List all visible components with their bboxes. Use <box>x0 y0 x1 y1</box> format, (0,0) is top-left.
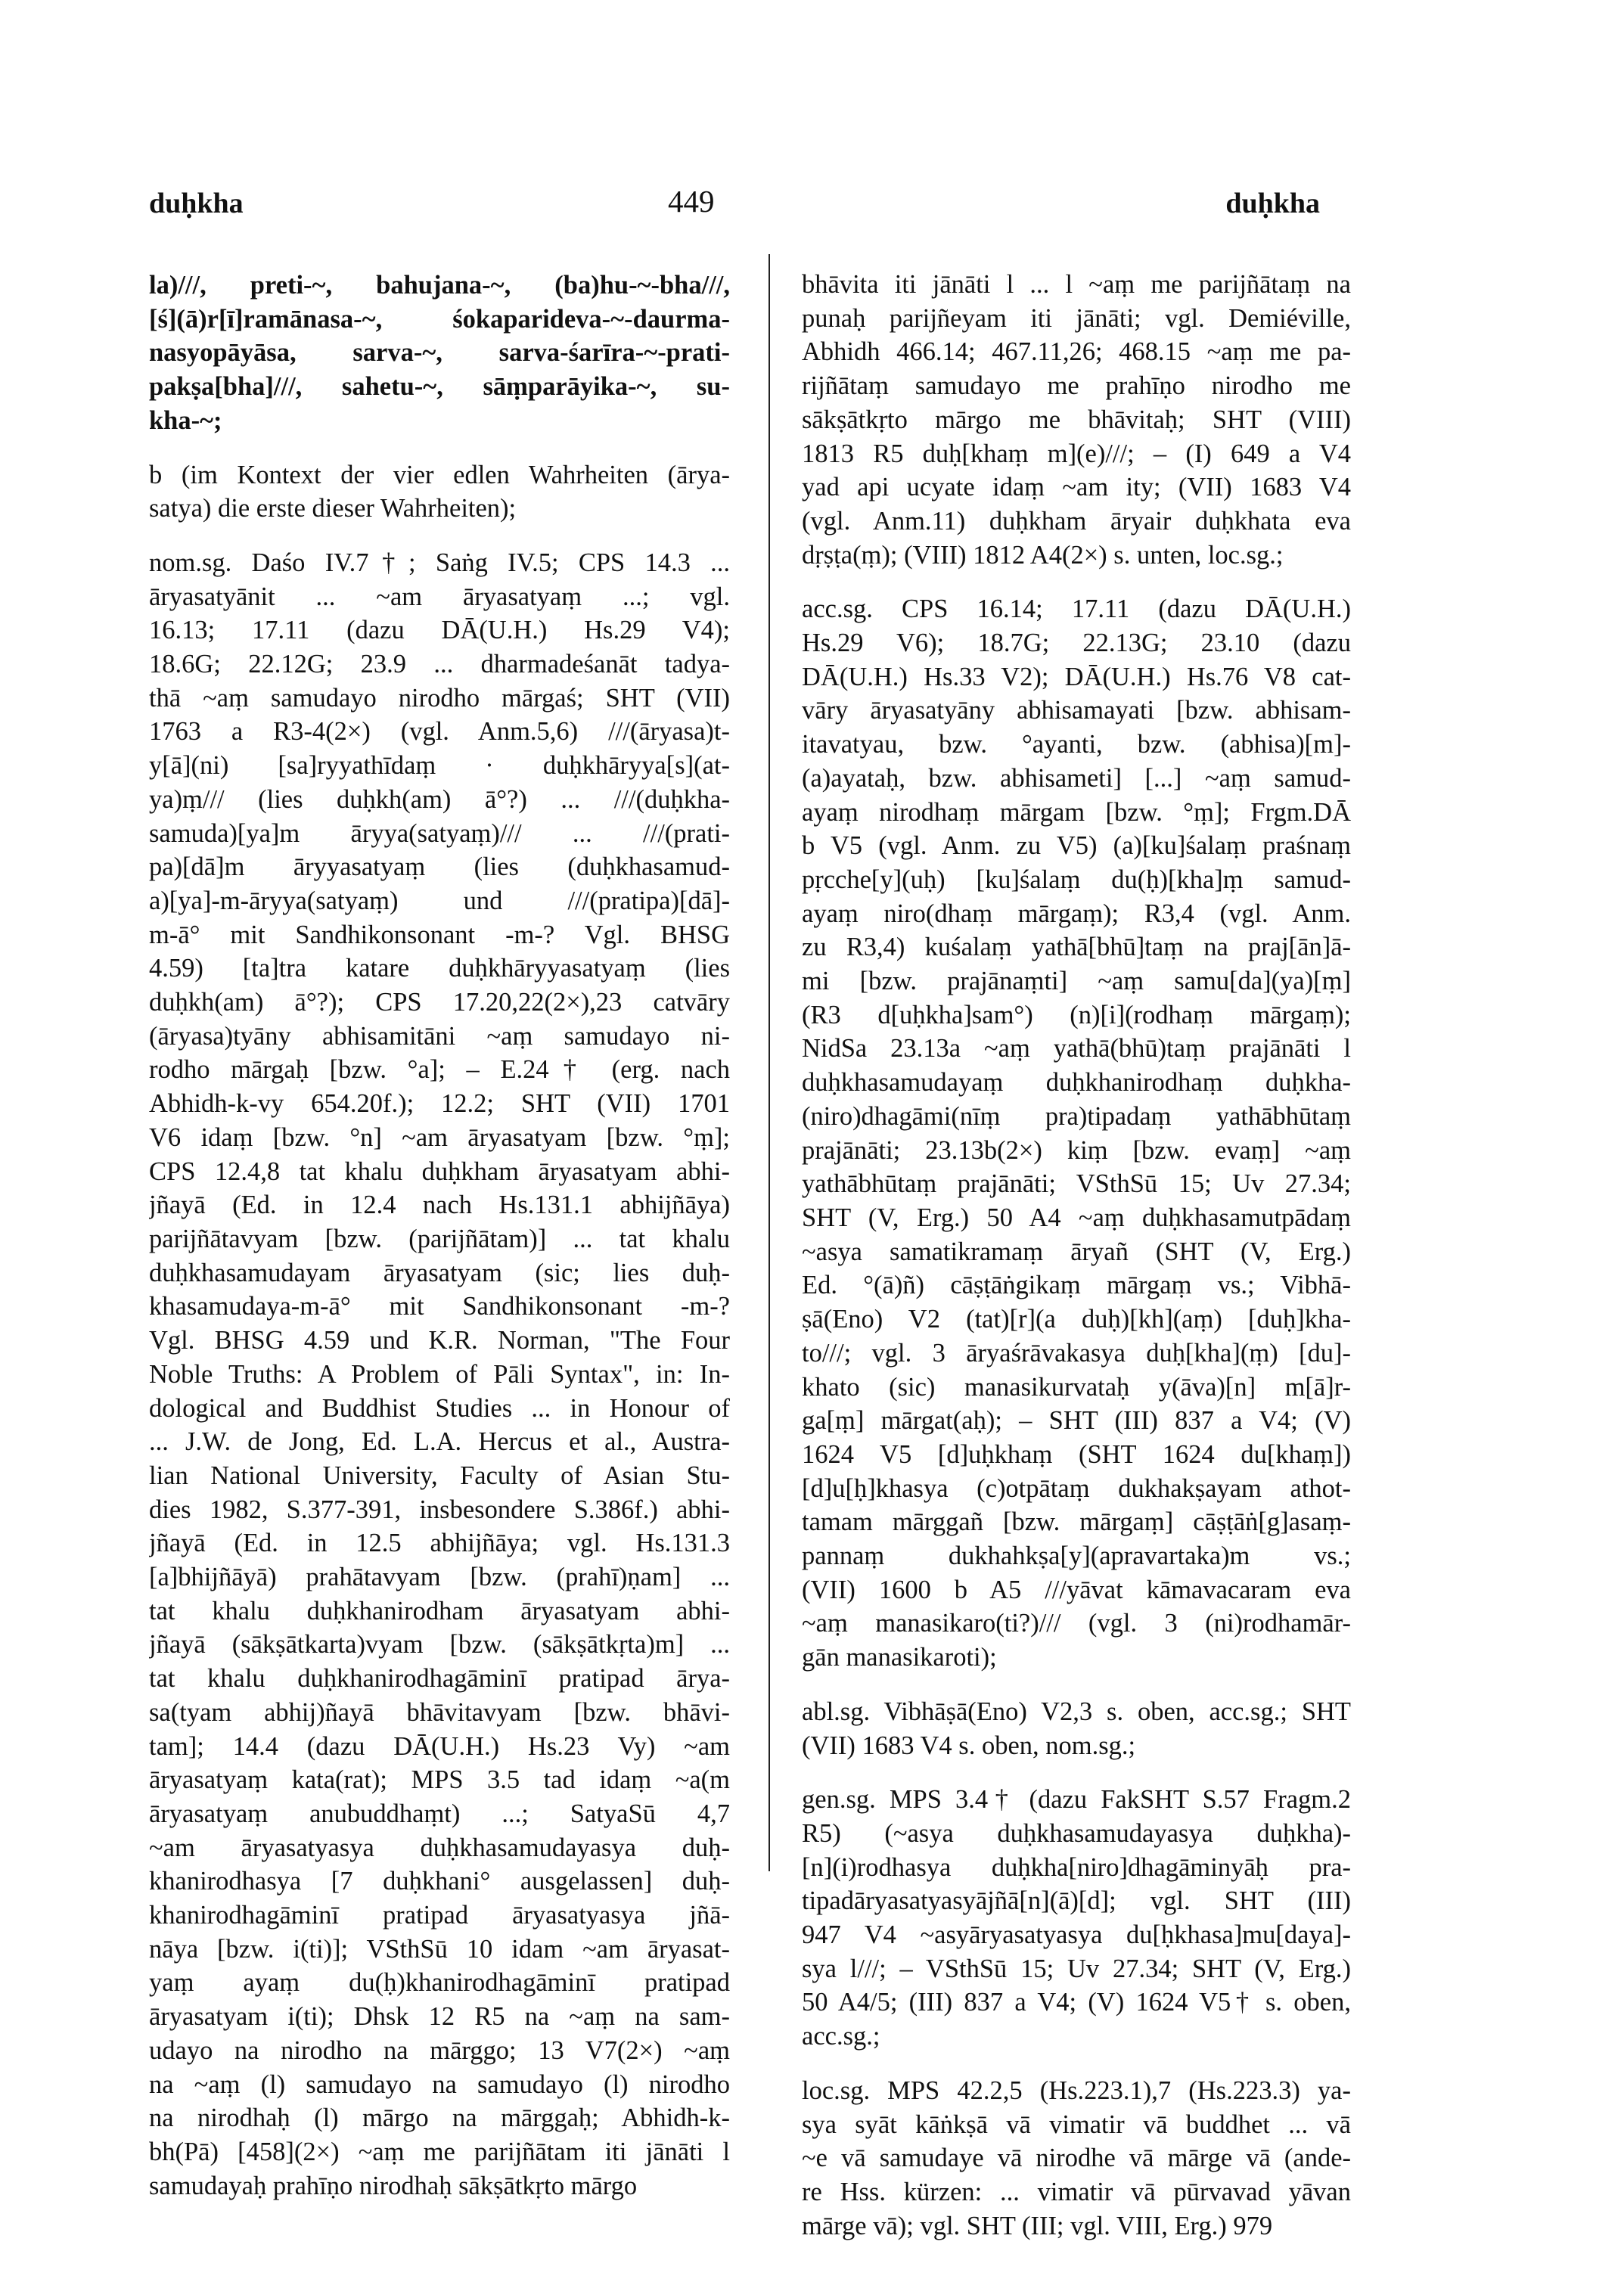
text-line: [d]u[ḥ]khasya (c)otpātaṃ dukhakṣayam athot- <box>802 1473 1351 1503</box>
text-line: sākṣātkṛto mārgo me bhāvitaḥ; SHT (VIII) <box>802 405 1351 434</box>
right-column <box>769 254 1351 2240</box>
text-line: āryasatyam i(ti); Dhsk 12 R5 na ~aṃ na sam- <box>149 2002 730 2032</box>
text-line: tat khalu duḥkhanirodhagāminī pratipad ārya- <box>149 1664 730 1694</box>
text-line: ~asya samatikramaṃ āryañ (SHT (V, Erg.) <box>802 1237 1351 1266</box>
text-line: Hs.29 V6); 18.7G; 22.13G; 23.10 (dazu <box>802 629 1351 658</box>
text-line: tat khalu duḥkhanirodham āryasatyam abhi- <box>149 1596 730 1625</box>
text-line: jñayā (Ed. in 12.5 abhijñāya; vgl. Hs.131.3 <box>149 1529 730 1558</box>
text-line: Noble Truths: A Problem of Pāli Syntax", in: In- <box>149 1359 730 1389</box>
text-line: dies 1982, S.377-391, insbesondere S.386f.) abhi- <box>149 1495 730 1524</box>
text-line: udayo na nirodho na mārggo; 13 V7(2×) ~aṃ <box>149 2035 730 2065</box>
text-line: pannaṃ dukhahkṣa[y](apravartaka)m vs.; <box>802 1542 1351 1571</box>
entry-paragraph <box>802 268 1351 572</box>
text-line: khanirodhasya [7 duḥkhani° ausgelassen] duḥ- <box>149 1867 730 1896</box>
text-line: sa(tyam abhij)ñayā bhāvitavyam [bzw. bhāvi- <box>149 1697 730 1727</box>
text-line: ~am āryasatyasya duḥkhasamudayasya duḥ- <box>149 1833 730 1862</box>
text-line: tam]; 14.4 (dazu DĀ(U.H.) Hs.23 Vy) ~am <box>149 1731 730 1761</box>
text-line: SHT (V, Erg.) 50 A4 ~aṃ duḥkhasamutpādaṃ <box>802 1203 1351 1232</box>
text-line: nasyopāyāsa, sarva-~, sarva-śarīra-~-prati- <box>149 338 730 368</box>
text-line: Ed. °(ā)ñ) cāṣṭāṅgikaṃ mārgaṃ vs.; Vibhā- <box>802 1271 1351 1300</box>
text-line: [a]bhijñāyā) prahātavyam [bzw. (prahī)ṇam] ... <box>149 1563 730 1592</box>
text-line: la)///, preti-~, bahujana-~, (ba)hu-~-bha///, <box>149 271 730 300</box>
text-line: 4.59) [ta]tra katare duḥkhāryyasatyaṃ (lies <box>149 954 730 983</box>
text-line: (vgl. Anm.11) duḥkham āryair duḥkhata eva <box>802 506 1351 536</box>
text-line: b V5 (vgl. Anm. zu V5) (a)[ku]śalaṃ praśnaṃ <box>802 831 1351 861</box>
text-line: mi [bzw. prajānaṃti] ~aṃ samu[da](ya)[ṃ] <box>802 967 1351 996</box>
entry-paragraph <box>802 592 1351 1675</box>
text-line: R5) (~asya duḥkhasamudayasya duḥkha)- <box>802 1818 1351 1848</box>
text-line: satya) die erste dieser Wahrheiten); <box>149 494 517 523</box>
text-line: duḥkhasamudayam āryasatyam (sic; lies duḥ- <box>149 1258 730 1287</box>
text-line: ya)ṃ/// (lies duḥkh(am) ā°?) ... ///(duḥkha- <box>149 784 730 814</box>
text-line: khasamudaya-m-ā° mit Sandhikonsonant -m-? <box>149 1292 730 1321</box>
text-line: ayaṃ niro(dhaṃ mārgaṃ); R3,4 (vgl. Anm. <box>802 899 1351 928</box>
text-line: pṛcche[y](uḥ) [ku]śalaṃ du(ḥ)[kha]ṃ samud- <box>802 865 1351 894</box>
text-line: mārge vā); vgl. SHT (III; vgl. VIII, Erg.) 979 <box>802 2211 1273 2240</box>
left-column <box>149 269 730 2223</box>
text-line: (a)ayataḥ, bzw. abhisameti] [...] ~aṃ samud- <box>802 763 1351 793</box>
text-line: gān manasikaroti); <box>802 1643 997 1672</box>
text-line: Abhidh 466.14; 467.11,26; 468.15 ~aṃ me pa- <box>802 337 1351 367</box>
text-line: samuda)[ya]m āryya(satyaṃ)/// ... ///(prati- <box>149 818 730 848</box>
text-line: [ś](ā)r[ī]ramānasa-~, śokaparideva-~-daurma- <box>149 304 730 334</box>
text-line: āryasatyaṃ anubuddhaṃt) ...; SatyaSū 4,7 <box>149 1799 730 1828</box>
text-line: DĀ(U.H.) Hs.33 V2); DĀ(U.H.) Hs.76 V8 cat- <box>802 662 1351 691</box>
text-line: Vgl. BHSG 4.59 und K.R. Norman, "The Four <box>149 1326 730 1355</box>
text-line: khanirodhagāminī pratipad āryasatyasya jñā- <box>149 1901 730 1930</box>
text-line: ... J.W. de Jong, Ed. L.A. Hercus et al., Austra- <box>149 1427 730 1457</box>
text-line: rijñātaṃ samudayo me prahīṇo nirodho me <box>802 371 1351 401</box>
entry-paragraph <box>802 1783 1351 2054</box>
text-line: re Hss. kürzen: ... vimatir vā pūrvavad yāvan <box>802 2177 1351 2206</box>
text-line: [n](i)rodhasya duḥkha[niro]dhagāminyāḥ pra- <box>802 1852 1351 1882</box>
text-line: ~e vā samudaye vā nirodhe vā mārge vā (ande- <box>802 2144 1351 2173</box>
text-line: gen.sg. MPS 3.4† (dazu FakSHT S.57 Fragm.2 <box>802 1785 1351 1815</box>
entry-paragraph <box>802 1695 1351 1762</box>
text-line: y[ā](ni) [sa]ryyathīdaṃ · duḥkhāryya[s](at- <box>149 751 730 781</box>
text-line: 1813 R5 duḥ[khaṃ m](e)///; – (I) 649 a V4 <box>802 439 1351 468</box>
text-line: yaṃ ayaṃ du(ḥ)khanirodhagāminī pratipad <box>149 1968 730 1998</box>
running-head-right: duḥkha <box>1225 188 1320 219</box>
text-line: 18.6G; 22.12G; 23.9 ... dharmadeśanāt tadya- <box>149 650 730 679</box>
text-line: itavatyau, bzw. °ayanti, bzw. (abhisa)[m]- <box>802 730 1351 759</box>
text-line: bh(Pā) [458](2×) ~aṃ me parijñātam iti jānāti l <box>149 2137 730 2166</box>
text-line: pakṣa[bha]///, sahetu-~, sāṃparāyika-~, su- <box>149 372 730 402</box>
text-line: kha-~; <box>149 405 222 435</box>
entry-paragraph <box>149 546 730 2203</box>
text-line: ga[ṃ] mārgat(aḥ); – SHT (III) 837 a V4; (V) <box>802 1406 1351 1436</box>
text-line: prajānāti; 23.13b(2×) kiṃ [bzw. evaṃ] ~aṃ <box>802 1135 1351 1165</box>
text-line: (niro)dhagāmi(nīṃ pra)tipadaṃ yathābhūtaṃ <box>802 1101 1351 1131</box>
text-line: ayaṃ nirodhaṃ mārgam [bzw. °ṃ]; Frgm.DĀ <box>802 797 1351 827</box>
text-line: dological and Buddhist Studies ... in Honour of <box>149 1393 730 1423</box>
text-line: NidSa 23.13a ~aṃ yathā(bhū)taṃ prajānāti l <box>802 1034 1351 1063</box>
text-line: a)[ya]-m-āryya(satyaṃ) und ///(pratipa)[dā]- <box>149 886 730 915</box>
text-line: āryasatyānit ... ~am āryasatyaṃ ...; vgl. <box>149 582 730 611</box>
text-line: duḥkh(am) ā°?); CPS 17.20,22(2×),23 catvāry <box>149 988 730 1017</box>
text-line: Abhidh-k-vy 654.20f.); 12.2; SHT (VII) 1701 <box>149 1089 730 1119</box>
text-line: sya l///; – VSthSū 15; Uv 27.34; SHT (V, Erg.) <box>802 1954 1351 1983</box>
text-line: na ~aṃ (l) samudayo na samudayo (l) nirodho <box>149 2069 730 2099</box>
text-line: m-ā° mit Sandhikonsonant -m-? Vgl. BHSG <box>149 920 730 949</box>
text-line: tipadāryasatyasyājñā[n](ā)[d]; vgl. SHT (III) <box>802 1886 1351 1916</box>
text-line: jñayā (Ed. in 12.4 nach Hs.131.1 abhijñāya) <box>149 1191 730 1220</box>
text-line: āryasatyaṃ kata(rat); MPS 3.5 tad idaṃ ~a(m <box>149 1765 730 1795</box>
text-line: 947 V4 ~asyāryasatyasya du[ḥkhasa]mu[daya]- <box>802 1920 1351 1950</box>
text-line: 16.13; 17.11 (dazu DĀ(U.H.) Hs.29 V4); <box>149 616 730 645</box>
text-line: (R3 d[uḥkha]sam°) (n)[i](rodhaṃ mārgaṃ); <box>802 1000 1351 1029</box>
text-line: rodho mārgaḥ [bzw. °a]; – E.24† (erg. nach <box>149 1055 730 1085</box>
text-line: khato (sic) manasikurvataḥ y(āva)[n] m[ā]r- <box>802 1372 1351 1402</box>
text-line: acc.sg. CPS 16.14; 17.11 (dazu DĀ(U.H.) <box>802 595 1351 624</box>
text-line: punaḥ parijñeyam iti jānāti; vgl. Demiéville, <box>802 303 1351 333</box>
text-line: zu R3,4) kuśalaṃ yathā[bhū]taṃ na praj[ān]ā- <box>802 933 1351 962</box>
entry-paragraph <box>802 2074 1351 2243</box>
text-line: (VII) 1600 b A5 ///yāvat kāmavacaram eva <box>802 1575 1351 1604</box>
text-line: yad api ucyate idaṃ ~am ity; (VII) 1683 V4 <box>802 473 1351 502</box>
text-line: bhāvita iti jānāti l ... l ~aṃ me parijñātaṃ na <box>802 270 1351 299</box>
text-line: nom.sg. Daśo IV.7†; Saṅg IV.5; CPS 14.3 ... <box>149 548 730 577</box>
entry-paragraph <box>149 269 730 438</box>
text-line: pa)[dā]m āryyasatyaṃ (lies (duḥkhasamud- <box>149 852 730 882</box>
text-line: 1763 a R3-4(2×) (vgl. Anm.5,6) ///(āryasa)t- <box>149 717 730 747</box>
text-line: vāry āryasatyāny abhisamayati [bzw. abhisam- <box>802 696 1351 725</box>
text-line: parijñātavyam [bzw. (parijñātam)] ... tat khalu <box>149 1224 730 1253</box>
text-line: tamam mārggañ [bzw. mārgaṃ] cāṣṭāṅ[g]asaṃ- <box>802 1507 1351 1537</box>
text-line: to///; vgl. 3 āryaśrāvakasya duḥ[kha](ṃ) [du]- <box>802 1338 1351 1368</box>
text-line: V6 idaṃ [bzw. °n] ~am āryasatyam [bzw. °ṃ]; <box>149 1122 730 1152</box>
text-line: b (im Kontext der vier edlen Wahrheiten (ārya- <box>149 460 730 489</box>
text-line: dṛṣṭa(ṃ); (VIII) 1812 A4(2×) s. unten, loc.sg.; <box>802 540 1284 570</box>
text-line: yathābhūtaṃ prajānāti; VSthSū 15; Uv 27.34; <box>802 1169 1351 1199</box>
text-line: CPS 12.4,8 tat khalu duḥkham āryasatyam abhi- <box>149 1157 730 1186</box>
text-line: ~aṃ manasikaro(ti?)/// (vgl. 3 (ni)rodhamār- <box>802 1609 1351 1638</box>
text-line: 1624 V5 [d]uḥkhaṃ (SHT 1624 du[khaṃ]) <box>802 1439 1351 1469</box>
text-line: samudayaḥ prahīṇo nirodhaḥ sākṣātkṛto mārgo <box>149 2171 638 2200</box>
text-line: nāya [bzw. i(ti)]; VSthSū 10 idam ~am āryasat- <box>149 1934 730 1964</box>
text-line: jñayā (sākṣātkarta)vyam [bzw. (sākṣātkṛta)m] ... <box>149 1630 730 1659</box>
text-line: abl.sg. Vibhāṣā(Eno) V2,3 s. oben, acc.sg.; SHT <box>802 1697 1351 1726</box>
text-line: duḥkhasamudayaṃ duḥkhanirodhaṃ duḥkha- <box>802 1068 1351 1098</box>
text-line: sya syāt kāṅkṣā vā vimatir vā buddhet ... vā <box>802 2110 1351 2139</box>
entry-paragraph <box>149 458 730 526</box>
text-line: na nirodhaḥ (l) mārgo na mārggaḥ; Abhidh-k- <box>149 2103 730 2133</box>
text-line: loc.sg. MPS 42.2,5 (Hs.223.1),7 (Hs.223.3) ya- <box>802 2076 1351 2105</box>
text-line: 50 A4/5; (III) 837 a V4; (V) 1624 V5† s. oben, <box>802 1988 1351 2017</box>
text-line: (VII) 1683 V4 s. oben, nom.sg.; <box>802 1731 1136 1760</box>
text-line: ṣā(Eno) V2 (tat)[r](a duḥ)[kh](aṃ) [duḥ]kha- <box>802 1305 1351 1334</box>
running-head-left: duḥkha <box>149 188 244 219</box>
text-line: thā ~aṃ samudayo nirodho mārgaś; SHT (VII) <box>149 683 730 713</box>
text-line: acc.sg.; <box>802 2022 880 2051</box>
page-number: 449 <box>668 184 715 219</box>
text-line: (āryasa)tyāny abhisamitāni ~aṃ samudayo ni- <box>149 1021 730 1051</box>
text-line: lian National University, Faculty of Asian Stu- <box>149 1461 730 1490</box>
